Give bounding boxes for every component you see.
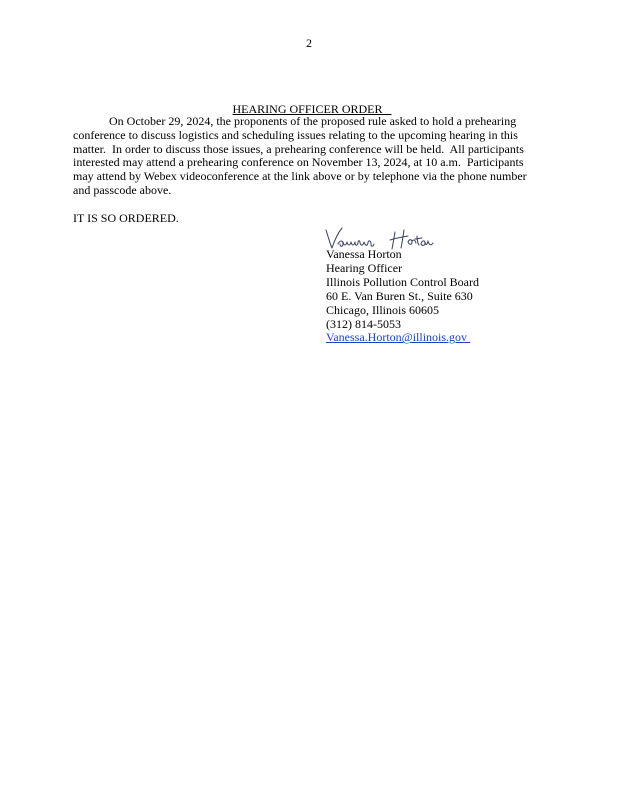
signer-title: Hearing Officer <box>326 260 403 275</box>
order-body-paragraph <box>73 115 535 198</box>
address-line-2: Chicago, Illinois 60605 <box>326 302 439 317</box>
email-link[interactable]: Vanessa.Horton@illinois.gov <box>326 330 471 345</box>
phone-number: (312) 814-5053 <box>326 316 401 331</box>
order-heading-text: HEARING OFFICER ORDER <box>232 102 392 116</box>
body-line: On October 29, 2024, the proponents of the proposed rule asked to hold a prehearing <box>73 114 517 128</box>
closing-statement: IT IS SO ORDERED. <box>73 211 179 225</box>
address-line-1: 60 E. Van Buren St., Suite 630 <box>326 288 473 303</box>
order-heading <box>0 87 618 117</box>
signature-block <box>326 248 479 345</box>
body-line: conference to discuss logistics and scheduling issues relating to the upcoming hearing in this <box>73 127 518 142</box>
body-line: and passcode above. <box>73 182 172 197</box>
body-line: may attend by Webex videoconference at the link above or by telephone via the phone number <box>73 169 527 184</box>
signer-name: Vanessa Horton <box>326 247 402 261</box>
signer-organization: Illinois Pollution Control Board <box>326 274 480 289</box>
body-line: matter. In order to discuss those issues, a prehearing conference will be held. All participants <box>73 141 524 156</box>
page-number: 2 <box>306 36 312 50</box>
body-line: interested may attend a prehearing conference on November 13, 2024, at 10 a.m. Participants <box>73 155 524 170</box>
